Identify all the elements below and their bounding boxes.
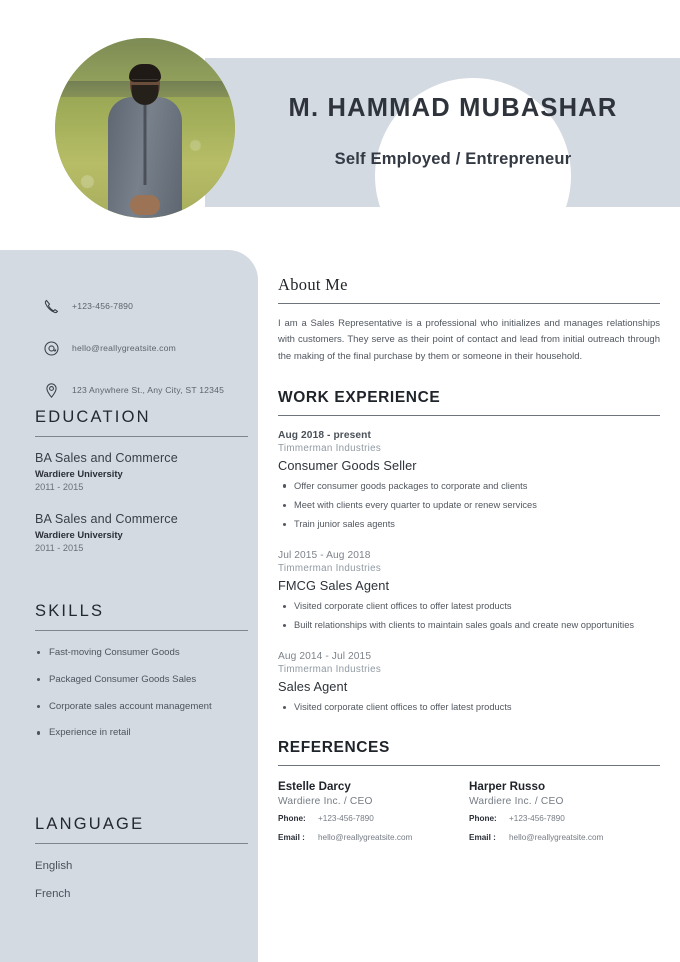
list-item: Built relationships with clients to maintain sales goals and create new opportunities	[278, 618, 660, 633]
education-item	[35, 451, 248, 492]
education-divider	[35, 436, 248, 437]
reference-card	[469, 780, 660, 844]
language-divider	[35, 843, 248, 844]
language-heading: LANGUAGE	[35, 815, 145, 833]
section-language	[35, 815, 248, 900]
contact-list	[40, 295, 250, 421]
list-item: English	[35, 860, 73, 872]
about-heading: About Me	[278, 275, 348, 294]
education-degree: BA Sales and Commerce	[35, 512, 178, 526]
reference-phone-row	[469, 813, 660, 826]
job-date: Aug 2018 - present	[278, 429, 371, 441]
job-entry	[278, 550, 660, 633]
contact-row-email	[40, 337, 250, 359]
reference-name: Estelle Darcy	[278, 780, 351, 794]
email-label: Email :	[278, 832, 305, 842]
job-title: Sales Agent	[278, 679, 348, 695]
education-years: 2011 - 2015	[35, 482, 84, 492]
education-years: 2011 - 2015	[35, 543, 84, 553]
job-company: Timmerman Industries	[278, 664, 382, 676]
education-school: Wardiere University	[35, 468, 123, 479]
list-item: Packaged Consumer Goods Sales	[35, 672, 248, 688]
skills-divider	[35, 630, 248, 631]
references-heading: REFERENCES	[278, 739, 390, 757]
contact-row-address	[40, 379, 250, 401]
main-content	[278, 275, 660, 845]
email-label: Email :	[469, 832, 496, 842]
reference-role: Wardiere Inc. / CEO	[278, 796, 373, 808]
education-item	[35, 512, 248, 553]
header-banner	[205, 58, 680, 207]
section-skills	[35, 602, 248, 752]
education-school: Wardiere University	[35, 529, 123, 540]
resume-header	[0, 0, 680, 240]
phone-label: Phone:	[469, 814, 497, 824]
job-responsibilities	[278, 700, 660, 715]
contact-email: hello@reallygreatsite.com	[72, 343, 177, 353]
references-divider	[278, 765, 660, 766]
list-item: Offer consumer goods packages to corporate and clients	[278, 479, 660, 494]
reference-role: Wardiere Inc. / CEO	[469, 796, 564, 808]
person-hands	[130, 195, 160, 215]
photo-person	[105, 67, 185, 218]
job-company: Timmerman Industries	[278, 563, 382, 575]
contact-phone: +123-456-7890	[72, 301, 134, 311]
contact-row-phone	[40, 295, 250, 317]
email-icon	[40, 337, 62, 359]
work-experience-heading: WORK EXPERIENCE	[278, 388, 441, 406]
section-work-experience	[278, 389, 660, 715]
contact-address: 123 Anywhere St., Any City, ST 12345	[72, 385, 225, 395]
reference-email-row	[469, 832, 660, 845]
avatar	[55, 38, 235, 218]
section-about	[278, 275, 660, 365]
reference-phone-row	[278, 813, 469, 826]
job-date: Aug 2014 - Jul 2015	[278, 651, 372, 663]
page-title: M. HAMMAD MUBASHAR	[288, 94, 618, 122]
list-item: Fast-moving Consumer Goods	[35, 645, 248, 661]
education-heading: EDUCATION	[35, 408, 151, 426]
reference-card	[278, 780, 469, 844]
person-placket	[144, 105, 147, 185]
sidebar	[0, 250, 258, 962]
section-education	[35, 408, 248, 553]
job-subtitle: Self Employed / Entrepreneur	[334, 150, 572, 168]
job-title: Consumer Goods Seller	[278, 457, 417, 473]
job-date: Jul 2015 - Aug 2018	[278, 550, 371, 562]
reference-email: hello@reallygreatsite.com	[318, 832, 413, 842]
education-degree: BA Sales and Commerce	[35, 451, 178, 465]
list-item: French	[35, 888, 71, 900]
list-item: Visited corporate client offices to offer latest products	[278, 700, 660, 715]
job-responsibilities	[278, 479, 660, 532]
work-experience-divider	[278, 415, 660, 416]
job-responsibilities	[278, 599, 660, 633]
list-item: Visited corporate client offices to offer latest products	[278, 599, 660, 614]
section-references	[278, 739, 660, 844]
list-item: Corporate sales account management	[35, 699, 248, 715]
about-text: I am a Sales Representative is a professional who initializes and manages relationships with customers. They serve as their point of contact and lead from initial outreach through the making of the final purchase by them or someone in their household.	[278, 318, 660, 362]
job-entry	[278, 651, 660, 715]
skills-list	[35, 645, 248, 741]
job-title: FMCG Sales Agent	[278, 578, 390, 594]
location-icon	[40, 379, 62, 401]
list-item: Experience in retail	[35, 725, 248, 741]
list-item: Meet with clients every quarter to update or renew services	[278, 498, 660, 513]
reference-phone: +123-456-7890	[318, 814, 374, 824]
skills-heading: SKILLS	[35, 602, 105, 620]
job-company: Timmerman Industries	[278, 442, 382, 454]
job-entry	[278, 430, 660, 532]
reference-name: Harper Russo	[469, 780, 546, 794]
reference-email-row	[278, 832, 469, 845]
about-divider	[278, 303, 660, 304]
list-item: Train junior sales agents	[278, 517, 660, 532]
phone-label: Phone:	[278, 814, 306, 824]
references-list	[278, 780, 660, 844]
phone-icon	[40, 295, 62, 317]
reference-email: hello@reallygreatsite.com	[509, 832, 604, 842]
reference-phone: +123-456-7890	[509, 814, 565, 824]
